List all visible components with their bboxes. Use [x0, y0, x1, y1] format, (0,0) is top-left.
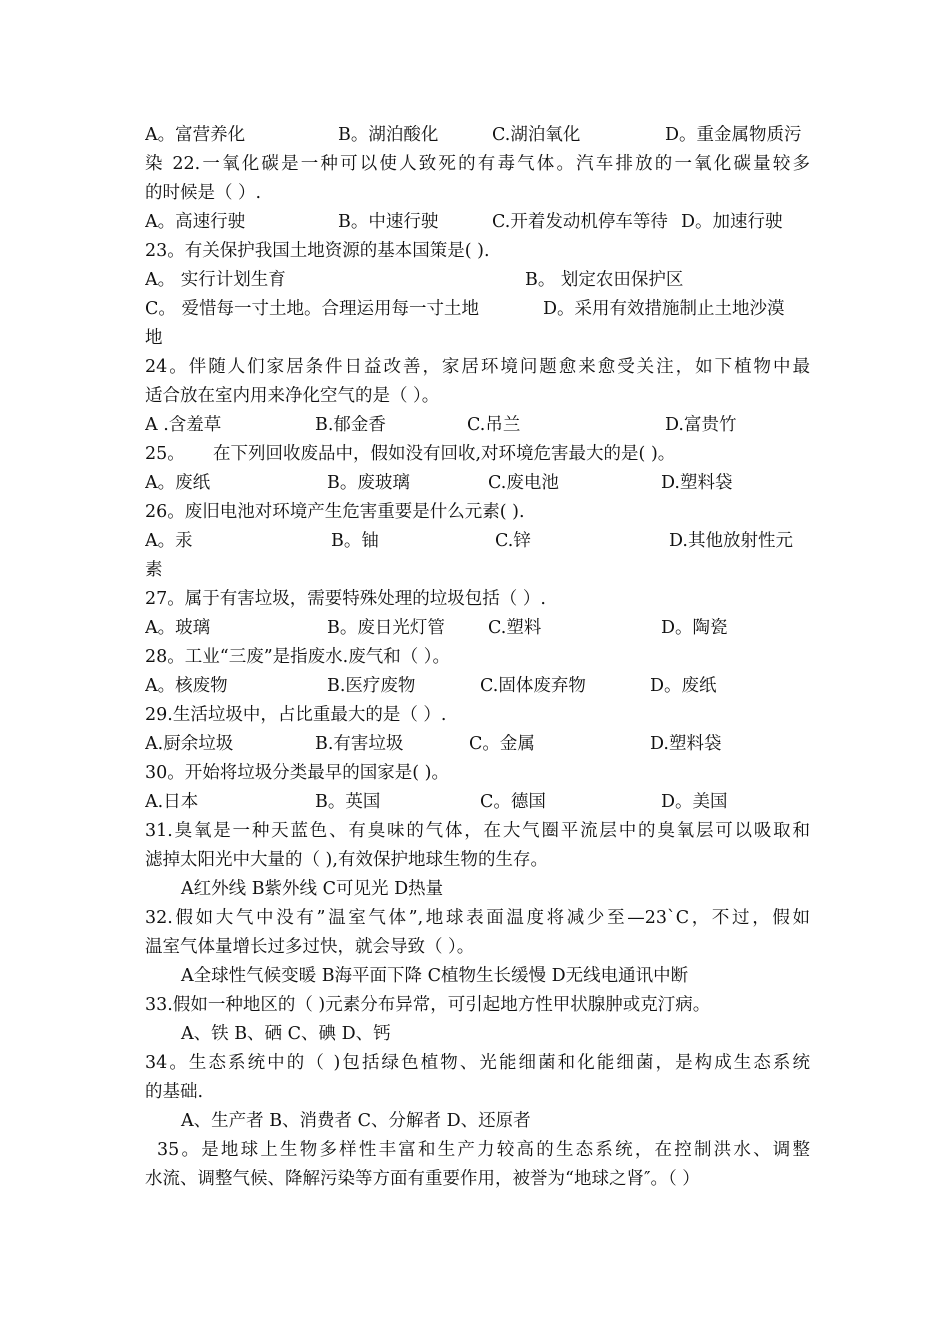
- option-item: C。 爱惜每一寸土地。合理运用每一寸土地: [145, 299, 479, 319]
- option-item: C.废电池: [488, 473, 559, 493]
- text-line: 32.假如大气中没有”温室气体”,地球表面温度将减少至—23`C，不过，假如: [145, 908, 810, 928]
- option-item: B。中速行驶: [338, 212, 439, 232]
- option-item: A。富营养化: [145, 125, 246, 145]
- text-line: 染 22.一氧化碳是一种可以使人致死的有毒气体。汽车排放的一氧化碳量较多: [145, 154, 810, 174]
- text-line: 23。有关保护我国土地资源的基本国策是( ).: [145, 241, 490, 261]
- option-row: [145, 411, 810, 440]
- text-line: A全球性气候变暖 B海平面下降 C植物生长缓慢 D无线电通讯中断: [181, 966, 689, 986]
- option-item: D。重金属物质污: [665, 125, 802, 145]
- option-item: B。湖泊酸化: [338, 125, 439, 145]
- option-row: [145, 121, 810, 150]
- question-list: [145, 121, 810, 1194]
- option-item: B。 划定农田保护区: [525, 270, 684, 290]
- text-line: A、铁 B、硒 C、碘 D、钙: [181, 1024, 391, 1044]
- option-item: A。废纸: [145, 473, 211, 493]
- text-line: 28。工业“三废”是指废水.废气和（ ）。: [145, 647, 451, 667]
- option-item: A .含羞草: [145, 415, 222, 435]
- text-line: 35。是地球上生物多样性丰富和生产力较高的生态系统，在控制洪水、调整: [157, 1140, 810, 1160]
- option-item: A。核废物: [145, 676, 228, 696]
- text-line: 温室气体量增长过多过快，就会导致（ ）。: [145, 937, 475, 957]
- option-item: B.医疗废物: [327, 676, 416, 696]
- option-item: A.日本: [145, 792, 199, 812]
- text-line: 素: [145, 560, 163, 580]
- option-item: A。玻璃: [145, 618, 211, 638]
- text-line: 26。废旧电池对环境产生危害重要是什么元素( ).: [145, 502, 525, 522]
- option-item: B.郁金香: [315, 415, 386, 435]
- option-item: 25。: [145, 444, 185, 464]
- option-row: [145, 788, 810, 817]
- option-item: C。金属: [469, 734, 535, 754]
- text-line: 31.臭氧是一种天蓝色、有臭味的气体，在大气圈平流层中的臭氧层可以吸取和: [145, 821, 810, 841]
- option-item: A。 实行计划生育: [145, 270, 286, 290]
- option-item: C.锌: [495, 531, 531, 551]
- option-row: [145, 527, 810, 556]
- option-item: D。陶瓷: [661, 618, 728, 638]
- option-item: A。汞: [145, 531, 193, 551]
- option-item: C。德国: [480, 792, 546, 812]
- text-line: A、生产者 B、消费者 C、分解者 D、还原者: [181, 1111, 531, 1131]
- option-item: D。采用有效措施制止土地沙漠: [543, 299, 785, 319]
- text-line: 27。属于有害垃圾，需要特殊处理的垃圾包括（ ）.: [145, 589, 546, 609]
- option-item: D。美国: [661, 792, 728, 812]
- option-item: D.其他放射性元: [669, 531, 793, 551]
- option-item: B。废玻璃: [327, 473, 410, 493]
- option-item: D。加速行驶: [681, 212, 783, 232]
- option-row: [145, 614, 810, 643]
- option-item: B。废日光灯管: [327, 618, 445, 638]
- text-line: 33.假如一种地区的（ )元素分布异常，可引起地方性甲状腺肿或克汀病。: [145, 995, 711, 1015]
- option-row: [145, 208, 810, 237]
- text-line: A红外线 B紫外线 C可见光 D热量: [181, 879, 444, 899]
- text-line: 34。生态系统中的（ )包括绿色植物、光能细菌和化能细菌，是构成生态系统: [145, 1053, 810, 1073]
- text-line: 的时候是（ ）.: [145, 183, 262, 203]
- option-item: C.湖泊氧化: [492, 125, 581, 145]
- text-line: 滤掉太阳光中大量的（ ),有效保护地球生物的生存。: [145, 850, 548, 870]
- option-row: [145, 440, 810, 469]
- option-item: C.吊兰: [467, 415, 521, 435]
- option-item: C.开着发动机停车等待: [492, 212, 668, 232]
- option-row: [145, 266, 810, 295]
- option-row: [145, 672, 810, 701]
- option-item: B.有害垃圾: [315, 734, 404, 754]
- option-item: D.富贵竹: [665, 415, 737, 435]
- text-line: 29.生活垃圾中，占比重最大的是（ ）.: [145, 705, 447, 725]
- text-line: 30。开始将垃圾分类最早的国家是( )。: [145, 763, 449, 783]
- option-item: A.厨余垃圾: [145, 734, 234, 754]
- text-line: 地: [145, 328, 163, 348]
- option-item: C.固体废弃物: [480, 676, 586, 696]
- option-item: B。英国: [315, 792, 381, 812]
- option-item: C.塑料: [488, 618, 542, 638]
- text-line: 适合放在室内用来净化空气的是（ ）。: [145, 386, 440, 406]
- text-line: 水流、调整气候、降解污染等方面有重要作用，被誉为“地球之肾″。（ ）: [145, 1169, 700, 1189]
- option-row: [145, 730, 810, 759]
- option-row: [145, 469, 810, 498]
- option-item: D。废纸: [650, 676, 717, 696]
- option-item: 在下列回收废品中，假如没有回收,对环境危害最大的是( )。: [213, 444, 676, 464]
- text-line: 24。伴随人们家居条件日益改善，家居环境问题愈来愈受关注，如下植物中最: [145, 357, 810, 377]
- text-line: 的基础.: [145, 1082, 204, 1102]
- option-item: B。铀: [331, 531, 379, 551]
- option-item: D.塑料袋: [661, 473, 733, 493]
- option-row: [145, 295, 810, 324]
- option-item: D.塑料袋: [650, 734, 722, 754]
- option-item: A。高速行驶: [145, 212, 246, 232]
